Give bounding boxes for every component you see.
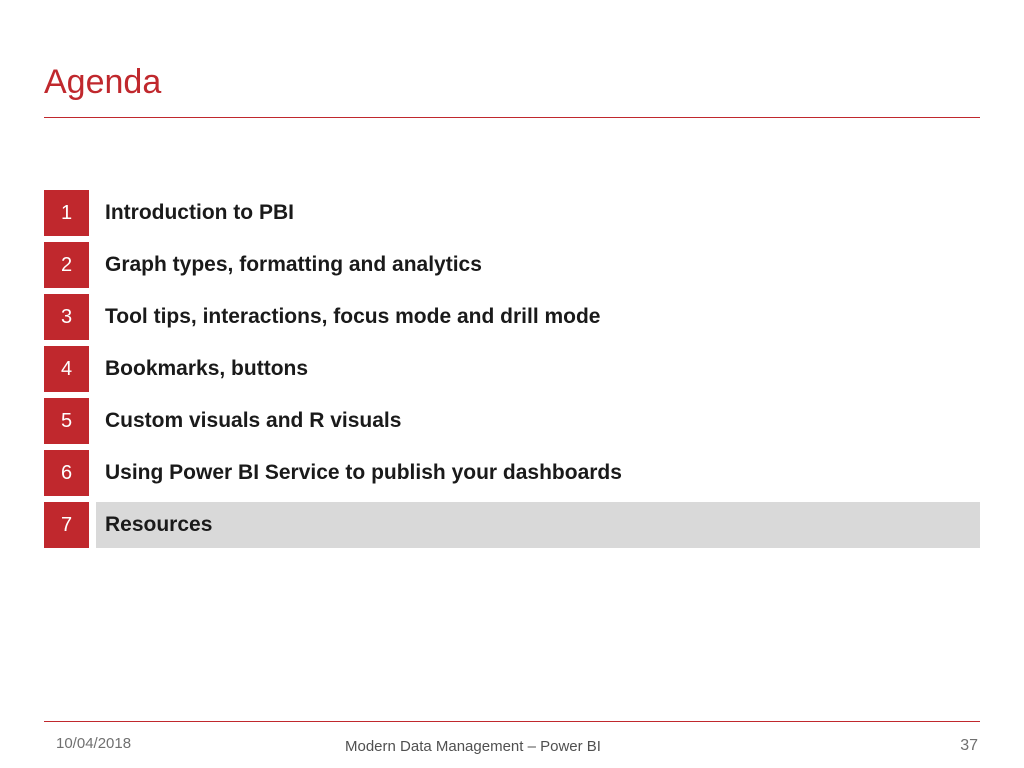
agenda-label-area [96,398,980,444]
title-divider [44,117,980,118]
agenda-number-badge: 2 [44,242,89,288]
agenda-label: Using Power BI Service to publish your dashboards [105,461,622,484]
agenda-label: Tool tips, interactions, focus mode and drill mode [105,305,601,328]
agenda-label-area [96,450,980,496]
agenda-item-3 [44,294,980,340]
agenda-item-6 [44,450,980,496]
slide-title: Agenda [44,63,162,101]
agenda-label-area-highlighted [96,502,980,548]
agenda-number-badge: 5 [44,398,89,444]
footer-divider [44,721,980,722]
agenda-list [44,190,980,554]
footer-date: 10/04/2018 [56,735,132,752]
agenda-number-badge: 3 [44,294,89,340]
agenda-label-area [96,242,980,288]
agenda-label: Bookmarks, buttons [105,357,309,380]
agenda-label-area [96,294,980,340]
agenda-item-5 [44,398,980,444]
agenda-number-badge: 4 [44,346,89,392]
agenda-label-area [96,346,980,392]
agenda-item-2 [44,242,980,288]
agenda-item-1 [44,190,980,236]
page-number: 37 [960,737,978,754]
agenda-item-7-current [44,502,980,548]
agenda-item-4 [44,346,980,392]
agenda-label: Graph types, formatting and analytics [105,253,482,276]
agenda-label: Resources [105,513,213,536]
agenda-number-badge: 1 [44,190,89,236]
footer-title: Modern Data Management – Power BI [345,738,601,755]
agenda-label: Introduction to PBI [105,201,294,224]
agenda-label: Custom visuals and R visuals [105,409,402,432]
agenda-number-badge: 7 [44,502,89,548]
agenda-label-area [96,190,980,236]
agenda-number-badge: 6 [44,450,89,496]
